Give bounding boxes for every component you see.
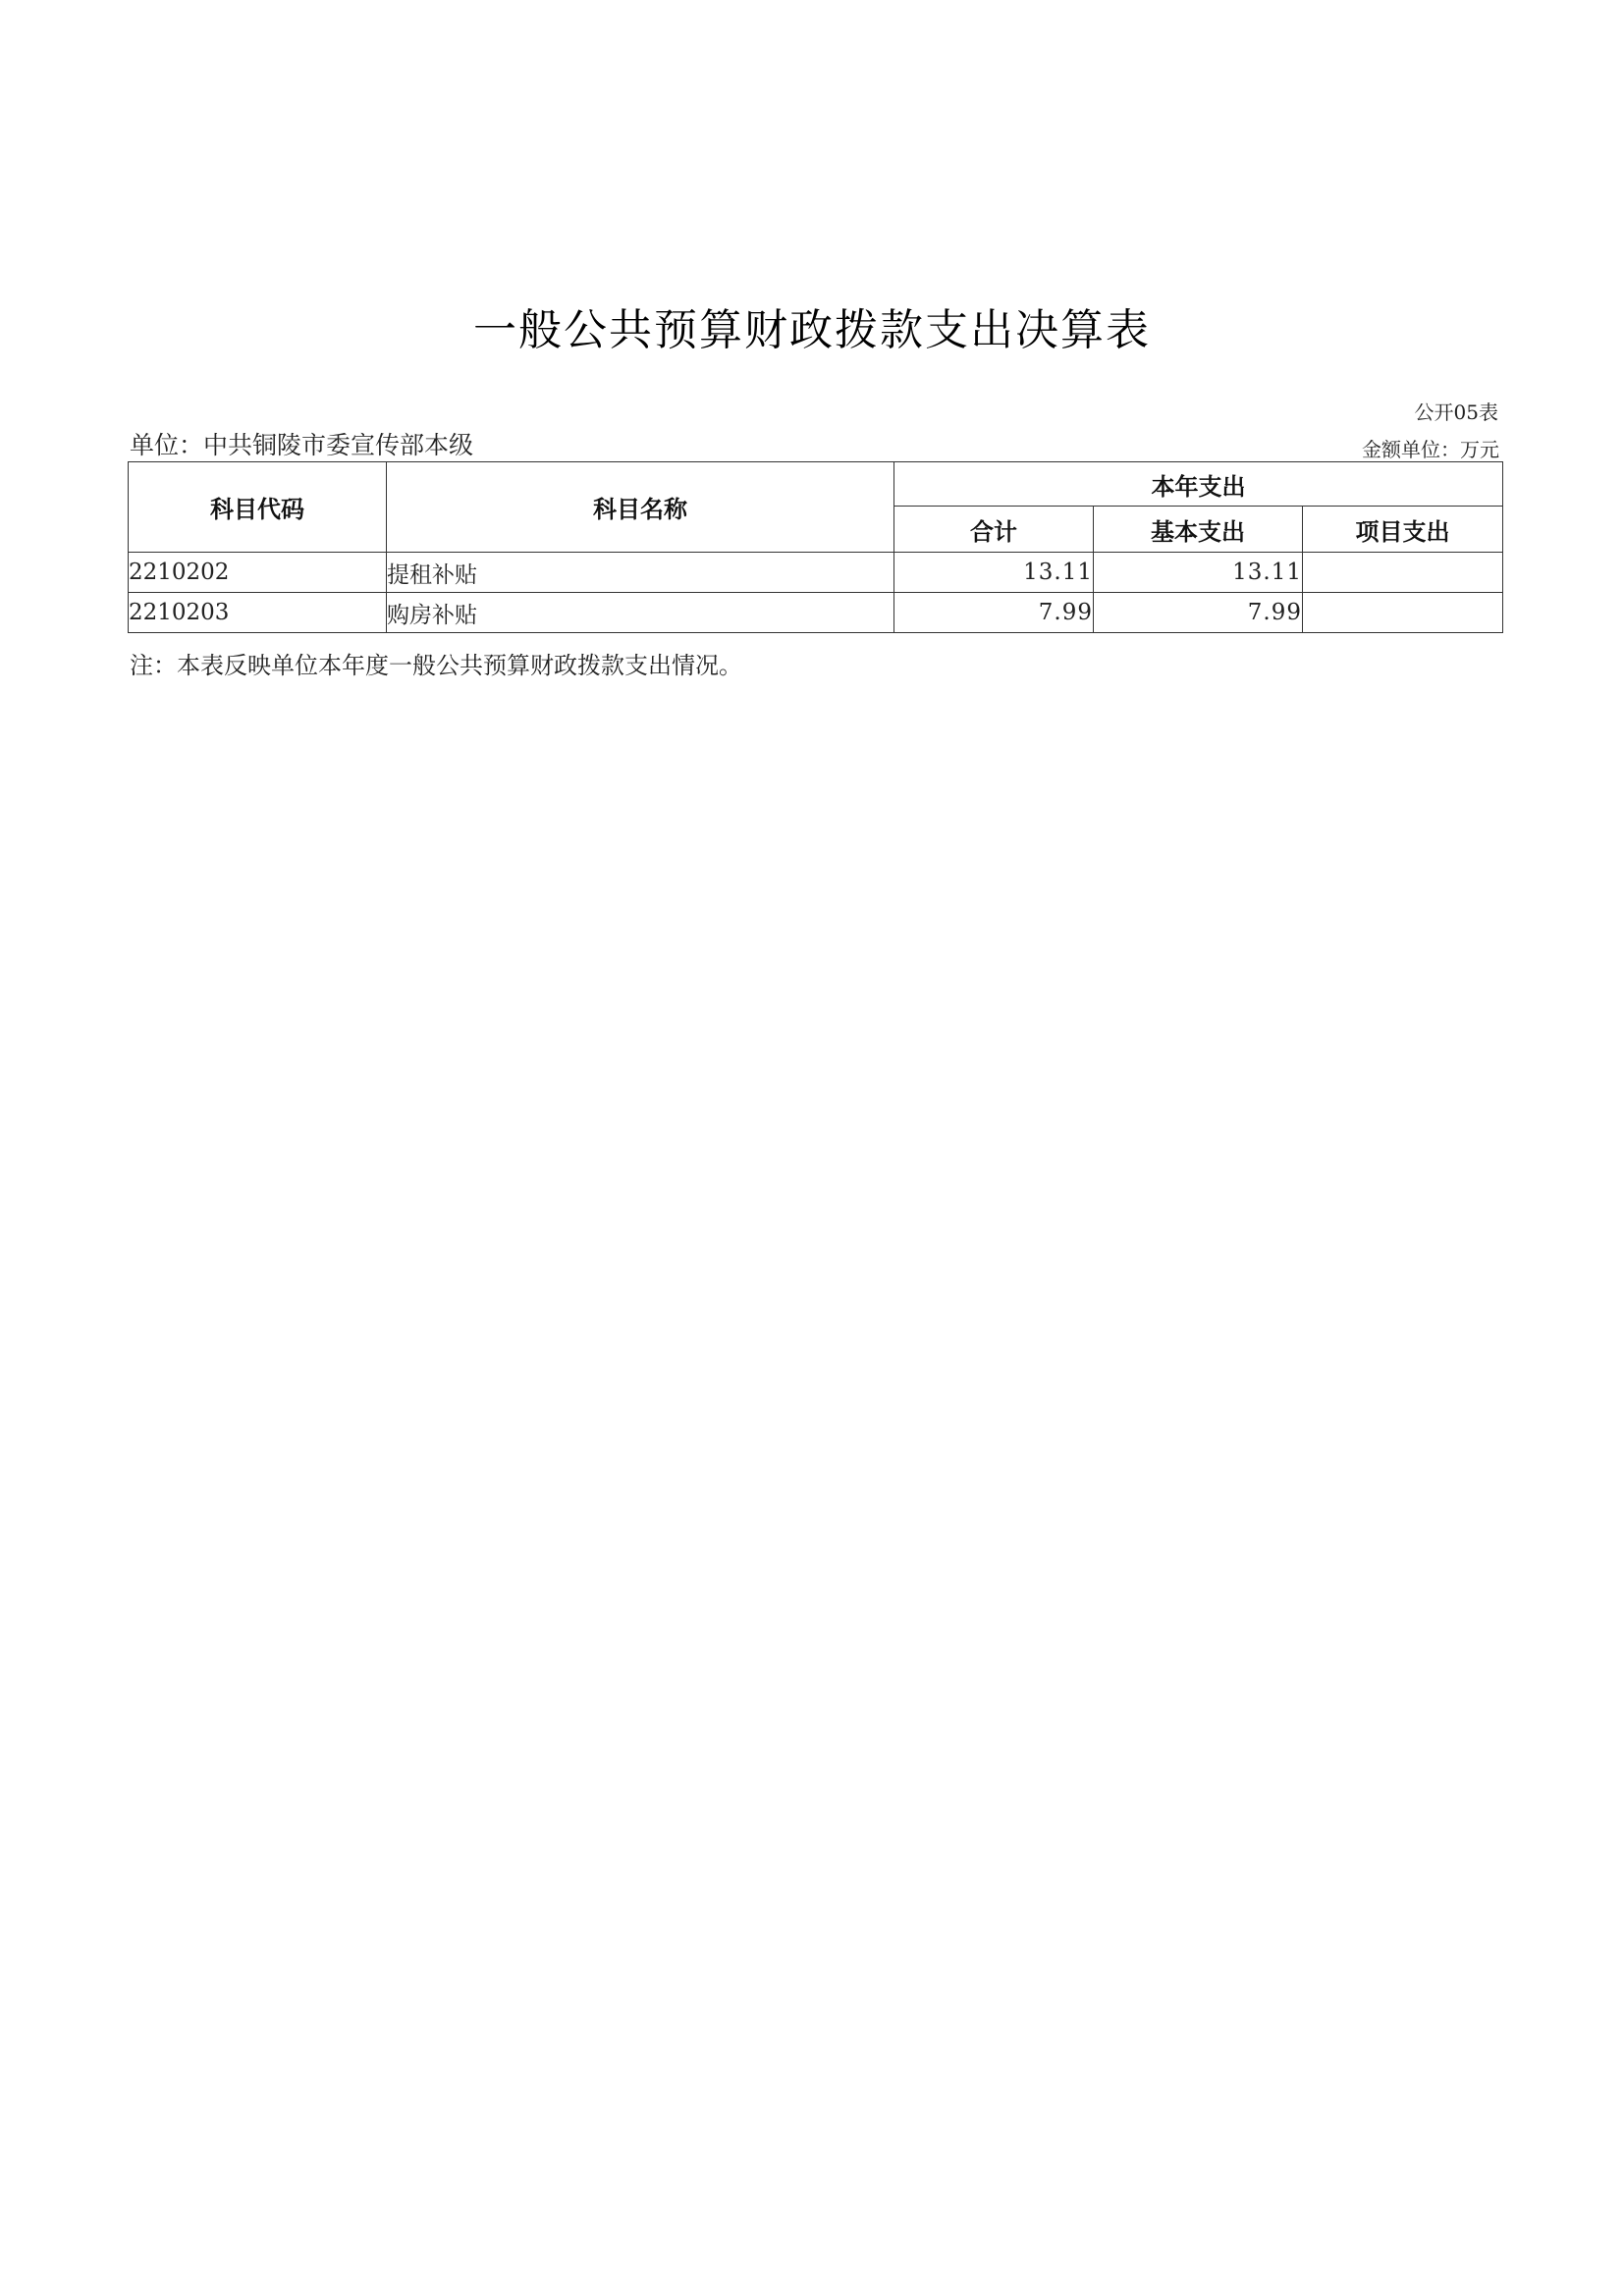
header-project-expenditure: 项目支出 <box>1303 507 1503 553</box>
table-row <box>129 593 1503 633</box>
table-note: 注：本表反映单位本年度一般公共预算财政拨款支出情况。 <box>130 652 742 679</box>
expenditure-table <box>128 461 1503 633</box>
cell-project-expenditure <box>1303 553 1503 593</box>
cell-basic-expenditure: 13.11 <box>1094 553 1303 593</box>
cell-subject-code: 2210202 <box>129 553 387 593</box>
header-basic-expenditure: 基本支出 <box>1094 507 1303 553</box>
money-unit-label: 金额单位：万元 <box>1362 438 1499 461</box>
cell-total: 7.99 <box>894 593 1094 633</box>
header-total: 合计 <box>894 507 1094 553</box>
form-number: 公开05表 <box>1414 400 1498 424</box>
unit-label: 单位：中共铜陵市委宣传部本级 <box>130 431 474 459</box>
header-current-year-expenditure: 本年支出 <box>894 462 1503 507</box>
header-subject-code: 科目代码 <box>129 462 387 553</box>
cell-project-expenditure <box>1303 593 1503 633</box>
table-row <box>129 553 1503 593</box>
cell-total: 13.11 <box>894 553 1094 593</box>
cell-basic-expenditure: 7.99 <box>1094 593 1303 633</box>
header-subject-name: 科目名称 <box>387 462 894 553</box>
cell-subject-name: 购房补贴 <box>387 593 894 633</box>
cell-subject-name: 提租补贴 <box>387 553 894 593</box>
cell-subject-code: 2210203 <box>129 593 387 633</box>
page-title: 一般公共预算财政拨款支出决算表 <box>473 305 1151 355</box>
